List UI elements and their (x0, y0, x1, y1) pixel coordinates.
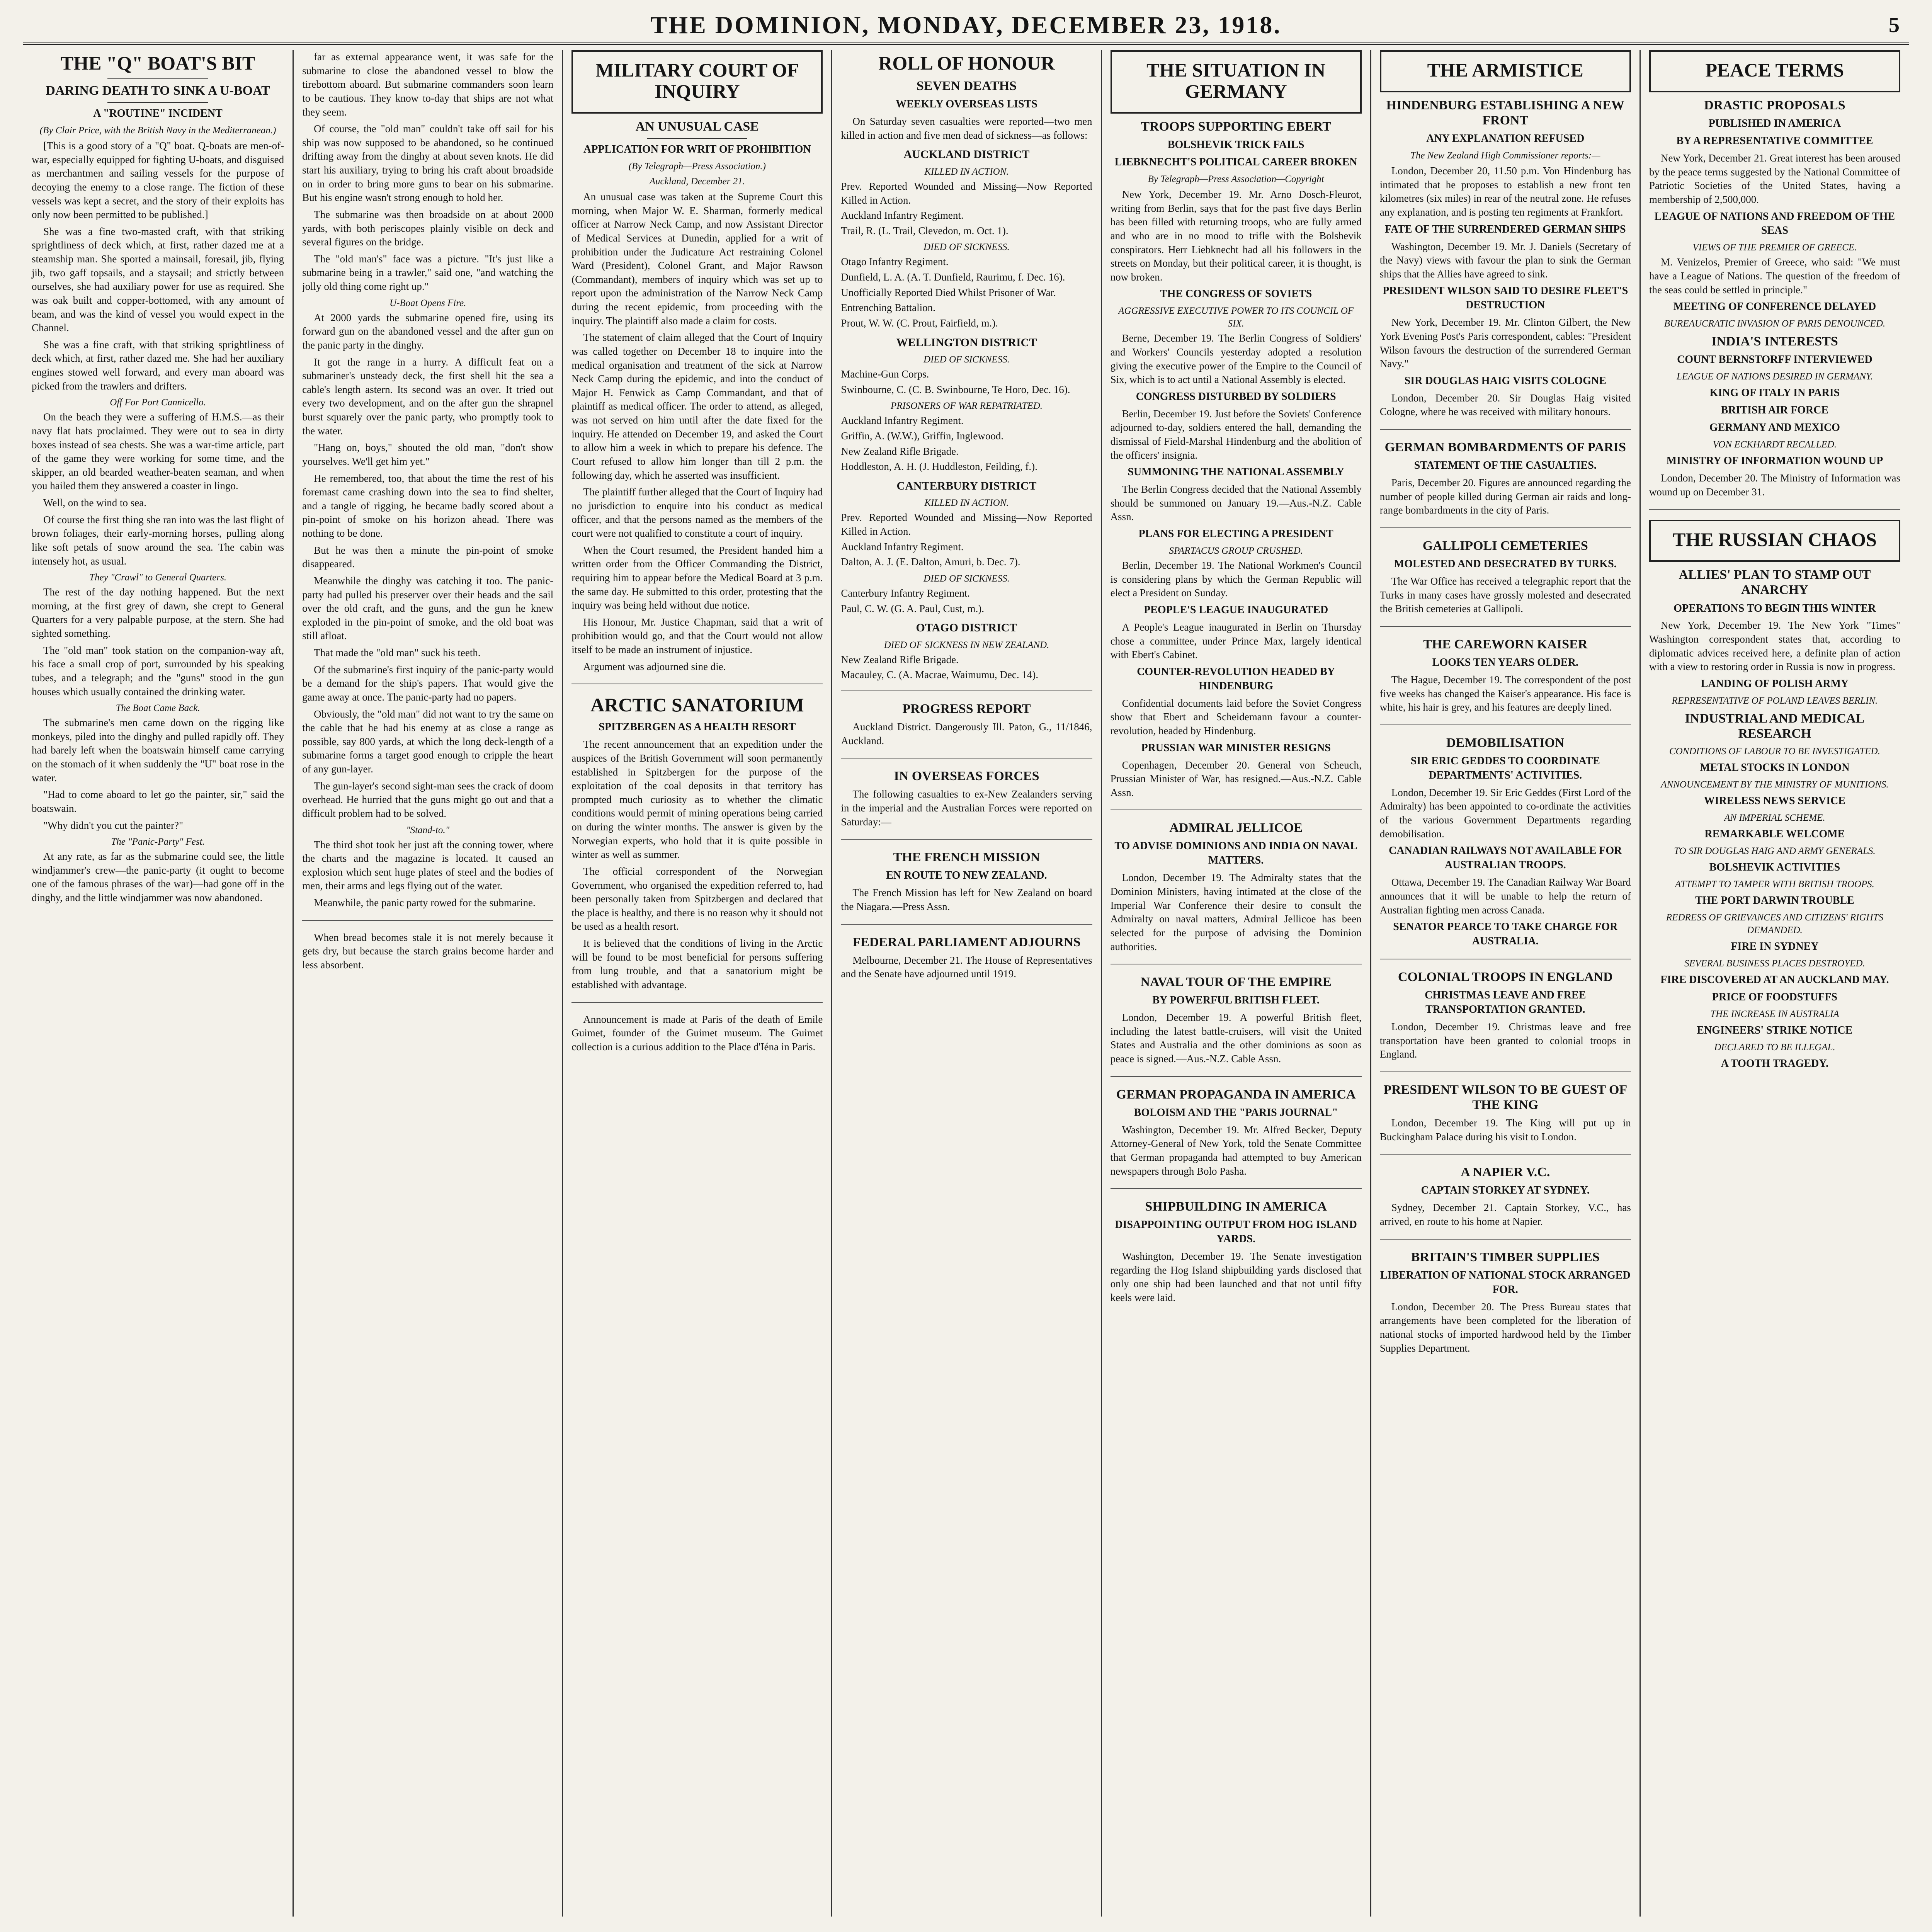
paragraph: His Honour, Mr. Justice Chapman, said that a writ of prohibition would go, and that the Court would not allow itself to be made an instrument of injustice. (571, 616, 823, 656)
headline: THE RUSSIAN CHAOS (1672, 529, 1877, 551)
casualty-entry: Griffin, A. (W.W.), Griffin, Inglewood. (841, 430, 1004, 442)
paragraph: The plaintiff further alleged that the Court of Inquiry had no jurisdiction to enquire into his conduct as medical officer, and that the persons named as the members of the court were not qualified to constitute a court of inquiry. (571, 486, 823, 539)
section-heading: THE PORT DARWIN TROUBLE (1695, 894, 1854, 906)
subheadline: BOLSHEVIK TRICK FAILS (1167, 139, 1304, 151)
section-subheading: CONDITIONS OF LABOUR TO BE INVESTIGATED. (1669, 746, 1880, 757)
paragraph: The Berlin Congress decided that the National Assembly should be summoned on January 19.—Aus.-N.Z. Cable Assn. (1110, 483, 1362, 523)
casualty-entry: Prout, W. W. (C. Prout, Fairfield, m.). (841, 317, 998, 329)
district-heading: WELLINGTON DISTRICT (896, 336, 1037, 349)
section-subheading: ATTEMPT TO TAMPER WITH BRITISH TROOPS. (1675, 879, 1874, 889)
casualty-entry: Prev. Reported Wounded and Missing—Now Reported Killed in Action. (841, 512, 1092, 537)
paragraph: "Hang on, boys," shouted the old man, "don't show yourselves. We'll get him yet." (302, 442, 554, 467)
casualty-heading: KILLED IN ACTION. (924, 498, 1009, 509)
casualty-entry: Entrenching Battalion. (841, 302, 935, 314)
headline: FEDERAL PARLIAMENT ADJOURNS (852, 935, 1081, 949)
paragraph: London, December 19. A powerful British fleet, including the latest battle-cruisers, will visit the United States and Australia and the other dominions as soon as peace is signed.—Aus.-N.Z. Cable Assn. (1110, 1012, 1362, 1065)
casualty-entry: Machine-Gun Corps. (841, 368, 929, 380)
section-heading: PRICE OF FOODSTUFFS (1712, 991, 1837, 1003)
district-heading: AUCKLAND DISTRICT (903, 148, 1030, 161)
paragraph: The recent announcement that an expedition under the auspices of the British Government will soon permanently established in Spitzbergen for the purpose of the exploitation of the coal deposits in that territory has prompted much curiosity as to whether the climatic conditions would permit of mining operations being carried on during the winter months. The answer is given by the Norwegian experts, who hold that it is quite possible in winter as well as summer. (571, 738, 823, 861)
story-president-wilson (1380, 1082, 1631, 1155)
section-subheading: THE INCREASE IN AUSTRALIA (1710, 1009, 1839, 1019)
casualty-heading: DIED OF SICKNESS. (923, 573, 1010, 584)
casualty-entry: Macauley, C. (A. Macrae, Waimumu, Dec. 14). (841, 669, 1039, 681)
section-heading: MINISTRY OF INFORMATION WOUND UP (1666, 455, 1883, 467)
headline: DEMOBILISATION (1446, 735, 1565, 750)
section-heading: FATE OF THE SURRENDERED GERMAN SHIPS (1384, 223, 1626, 235)
casualty-entry: Paul, C. W. (G. A. Paul, Cust, m.). (841, 602, 984, 614)
story-colonial-troops (1380, 969, 1631, 1072)
subheadline: BY POWERFUL BRITISH FLEET. (1152, 994, 1320, 1007)
paragraph: Obviously, the "old man" did not want to try the same on the cable that he had his enemy at as close a range as possible, say 800 yards, at which the long deck-length of a submarine forms a target good enough to cripple the heart of any gun-layer. (302, 708, 554, 775)
headline: ADMIRAL JELLICOE (1169, 821, 1303, 835)
subheadline: ANY EXPLANATION REFUSED (1426, 133, 1585, 145)
section-subheading: REDRESS OF GRIEVANCES AND CITIZENS' RIGHTS DEMANDED. (1666, 912, 1883, 935)
paragraph: London, December 20. Sir Douglas Haig visited Cologne, where he was received with military honours. (1379, 392, 1631, 418)
paragraph: On Saturday seven casualties were reported—two men killed in action and five men dead of sickness—as follows: (841, 116, 1092, 141)
casualty-entry: Auckland Infantry Regiment. (841, 415, 964, 427)
paragraph: "Why didn't you cut the painter?" (43, 819, 184, 831)
subheadline: DRASTIC PROPOSALS (1704, 98, 1845, 112)
casualty-entry: Auckland Infantry Regiment. (841, 209, 964, 221)
paragraph: Confidential documents laid before the Soviet Congress show that Ebert and Scheidemann favour a counter-revolution, headed by Hindenburg. (1110, 697, 1362, 736)
casualty-heading: PRISONERS OF WAR REPATRIATED. (890, 401, 1043, 412)
casualty-entry: New Zealand Rifle Brigade. (841, 653, 959, 665)
casualty-entry: Swinbourne, C. (C. B. Swinbourne, Te Horo, Dec. 16). (841, 383, 1070, 395)
subheadline: STATEMENT OF THE CASUALTIES. (1414, 459, 1597, 472)
district-heading: CANTERBURY DISTRICT (896, 479, 1037, 492)
paragraph: London, December 19. Sir Eric Geddes (First Lord of the Admiralty) has been appointed to co-ordinate the activities of the various Government Departments regarding demobilisation. (1379, 786, 1631, 840)
subheadline: SEVEN DEATHS (916, 79, 1017, 93)
story-arctic-sanatorium (571, 694, 823, 1002)
headline: PEACE TERMS (1705, 59, 1844, 81)
section-heading: CONGRESS DISTURBED BY SOLDIERS (1136, 390, 1336, 403)
casualty-entry: New Zealand Rifle Brigade. (841, 445, 959, 457)
paragraph: An unusual case was taken at the Supreme Court this morning, when Major W. E. Sharman, formerly medical officer at Narrow Neck Camp, and now Assistant Director of Medical Services at Dunedin, applied for a writ of prohibition under the Judicature Act restraining Colonel Ward (President), Colonel Grant, and Major Rawson (Commandant), members of inquiry which was set up to report upon the administration of the Narrow Neck Camp during the recent epidemic, from proceeding with the inquiry. The plaintiff also made a claim for costs. (571, 191, 823, 327)
page-number: 5 (1889, 13, 1901, 37)
headline: A NAPIER V.C. (1461, 1165, 1550, 1180)
section-heading: REMARKABLE WELCOME (1704, 828, 1845, 840)
headline-box (1649, 50, 1900, 92)
divider (107, 78, 208, 79)
headline: SHIPBUILDING IN AMERICA (1145, 1199, 1327, 1214)
story-timber-supplies (1380, 1250, 1631, 1366)
paragraph: The following casualties to ex-New Zealanders serving in the imperial and the Australian Forces were reported on Saturday:— (841, 788, 1092, 828)
headline-box (1380, 50, 1631, 92)
section-heading: SUMMONING THE NATIONAL ASSEMBLY (1128, 466, 1344, 478)
casualty-entry: Otago Infantry Regiment. (841, 256, 949, 268)
paragraph: New York, December 21. Great interest has been aroused by the peace terms suggested by the National Committee of Patriotic Societies of the United States, having a membership of 2,500,000. (1649, 152, 1900, 205)
story-progress-report (841, 701, 1092, 759)
headline: GERMAN PROPAGANDA IN AMERICA (1116, 1087, 1356, 1102)
section-subheading: VON ECKHARDT RECALLED. (1713, 439, 1837, 450)
paragraph: Announcement is made at Paris of the death of Emile Guimet, founder of the Guimet museum. The Guimet collection is a curious addition to the Place d'Iéna in Paris. (571, 1013, 823, 1053)
paragraph: Berne, December 19. The Berlin Congress of Soldiers' and Workers' Councils yesterday adopted a resolution giving the executive power of the Empire to the Council of Six, which is to act until a National Assembly is elected. (1110, 332, 1362, 386)
newspaper-columns (23, 50, 1909, 1917)
subheadline: BY A REPRESENTATIVE COMMITTEE (1676, 135, 1873, 147)
paragraph: That made the "old man" suck his teeth. (314, 647, 481, 658)
subheadline: BOLOISM AND THE "PARIS JOURNAL" (1134, 1106, 1338, 1119)
headline: NAVAL TOUR OF THE EMPIRE (1140, 975, 1332, 990)
casualty-entry: Unofficially Reported Died Whilst Prisoner of War. (841, 286, 1056, 298)
byline: By Telegraph—Press Association—Copyright (1148, 174, 1324, 184)
paragraph: Berlin, December 19. The National Workmen's Council is considering plans by which the German Republic will elect a President on Sunday. (1110, 560, 1362, 599)
headline: MILITARY COURT OF INQUIRY (595, 59, 799, 102)
casualty-entry: Dunfield, L. A. (A. T. Dunfield, Raurimu, f. Dec. 16). (841, 271, 1065, 283)
section-heading: Off For Port Cannicello. (110, 397, 206, 408)
story-demobilisation (1380, 735, 1631, 959)
section-subheading: AN IMPERIAL SCHEME. (1724, 813, 1825, 823)
headline-box (571, 50, 823, 114)
paragraph: But he was then a minute the pin-point of smoke disappeared. (302, 544, 554, 570)
section-heading: MEETING OF CONFERENCE DELAYED (1673, 301, 1876, 313)
byline: (By Telegraph—Press Association.) (628, 161, 766, 172)
subheadline: MOLESTED AND DESECRATED BY TURKS. (1394, 558, 1617, 570)
paragraph: Ottawa, December 19. The Canadian Railway War Board announces that it will be unable to help the return of Australian fighting men across Canada. (1379, 876, 1631, 916)
byline: The New Zealand High Commissioner reports:— (1410, 150, 1600, 161)
subheadline: HINDENBURG ESTABLISHING A NEW FRONT (1386, 98, 1624, 128)
story-peace-terms (1649, 50, 1900, 510)
subheadline: OPERATIONS TO BEGIN THIS WINTER (1673, 602, 1876, 614)
subheadline: APPLICATION FOR WRIT OF PROHIBITION (583, 143, 811, 156)
subheadline: AN UNUSUAL CASE (635, 119, 759, 134)
paragraph: Meanwhile, the panic party rowed for the submarine. (314, 897, 536, 908)
district-heading: OTAGO DISTRICT (916, 621, 1017, 634)
story-kaiser (1380, 637, 1631, 725)
filler-item (302, 931, 553, 982)
section-subheading: DECLARED TO BE ILLEGAL. (1714, 1042, 1835, 1053)
paragraph: Of course the first thing she ran into was the last flight of brown foliages, their early-morning horses, pulling along like soft petals of snow around the sea. The cabin was intensely hot, as usual. (32, 514, 284, 567)
headline: THE CAREWORN KAISER (1423, 637, 1588, 651)
section-heading: KING OF ITALY IN PARIS (1709, 387, 1840, 399)
section-heading: PRESIDENT WILSON SAID TO DESIRE FLEET'S DESTRUCTION (1383, 285, 1628, 311)
paragraph: The official correspondent of the Norwegian Government, who organised the expedition referred to, had been personally taken from Spitzbergen and declared that the place is healthy, and there is no reason why it should not be used as a health resort. (571, 865, 823, 932)
story-overseas-forces (841, 769, 1092, 840)
paragraph: At 2000 yards the submarine opened fire, using its forward gun on the abandoned vessel and the after gun on the panic party in the dinghy. (302, 311, 554, 351)
section-subheading: SPARTACUS GROUP CRUSHED. (1169, 546, 1303, 556)
story-roll-of-honour (841, 53, 1092, 691)
paragraph: Washington, December 19. Mr. J. Daniels (Secretary of the Navy) views with favour the plan to sink the German ships that the Allies have agreed to sink. (1379, 240, 1631, 280)
casualty-entry: Dalton, A. J. (E. Dalton, Amuri, b. Dec. 7). (841, 556, 1020, 568)
story-armistice (1380, 50, 1631, 430)
column-2 (293, 50, 562, 1917)
paragraph: The submarine was then broadside on at about 2000 yards, with both periscopes plainly visible on deck and several figures on the bridge. (302, 208, 554, 248)
headline: THE "Q" BOAT'S BIT (60, 52, 255, 74)
headline: GERMAN BOMBARDMENTS OF PARIS (1384, 440, 1626, 455)
subheadline: TO ADVISE DOMINIONS AND INDIA ON NAVAL MATTERS. (1114, 840, 1357, 867)
paragraph: The "old man's" face was a picture. "It's just like a submarine being in a trawler," said one, "and watching the jolly old thing come right up." (302, 253, 554, 292)
paragraph: Well, on the wind to sea. (43, 497, 147, 509)
paragraph: The rest of the day nothing happened. But the next morning, at the first grey of dawn, she crept to General Quarters for a very palpable purpose, at the stern. She had sighted something. (32, 586, 284, 639)
paragraph: "Had to come aboard to let go the painter, sir," said the boatswain. (32, 789, 284, 814)
paragraph: New York, December 19. Mr. Arno Dosch-Fleurot, writing from Berlin, says that for the past five days Berlin has been filled with returning troops, who are fully armed and who are in no mood to trifle with the Bolshevik conspirators. Herr Liebknecht had all his followers in the streets on Monday, but their political career, it is thought, is now broken. (1110, 189, 1362, 283)
paragraph: London, December 19. The Admiralty states that the Dominion Ministers, having intimated at the close of the Imperial War Conference their desire to consult the Admiralty on naval matters, Admiral Jellicoe has been selected for the purpose of advising the Dominion authorities. (1110, 872, 1362, 952)
headline-box (1649, 520, 1900, 562)
section-heading: METAL STOCKS IN LONDON (1700, 762, 1850, 774)
section-heading: FIRE IN SYDNEY (1731, 940, 1819, 952)
paragraph: London, December 19. The King will put up in Buckingham Palace during his visit to London. (1379, 1117, 1631, 1143)
casualty-entry: Canterbury Infantry Regiment. (841, 587, 970, 599)
section-heading: "Stand-to." (406, 825, 450, 835)
section-subheading: LEAGUE OF NATIONS DESIRED IN GERMANY. (1676, 371, 1873, 382)
paragraph: Of course, the "old man" couldn't take off sail for his ship was now supposed to be abandoned, so he continued drifting away from the dinghy at about seven knots. He did start his auxiliary, trying to bring his craft about broadside on in order to bring more guns to bear on his submarine. But his engine wasn't strong enough to hold her. (302, 123, 554, 204)
paragraph: On the beach they were a suffering of H.M.S.—as their navy flat hats proclaimed. They were out to sea in dirty boxes instead of sea chests. She was a war-time article, part of the game they were working for some time, and the skipper, an old bearded weather-beaten seaman, and when you hailed them they answered a coaster in lingo. (32, 411, 284, 492)
divider (107, 102, 208, 103)
headline: PROGRESS REPORT (902, 702, 1031, 716)
story-german-propaganda (1111, 1087, 1362, 1189)
headline: ROLL OF HONOUR (878, 52, 1055, 74)
column-5 (1101, 50, 1370, 1917)
headline: THE SITUATION IN GERMANY (1146, 59, 1326, 102)
story-gallipoli (1380, 538, 1631, 627)
casualty-heading: DIED OF SICKNESS. (923, 354, 1010, 365)
subheadline: PUBLISHED IN AMERICA (1708, 117, 1841, 130)
headline: COLONIAL TROOPS IN ENGLAND (1398, 970, 1613, 985)
subheadline: LIEBKNECHT'S POLITICAL CAREER BROKEN (1114, 156, 1357, 168)
section-heading: THE CONGRESS OF SOVIETS (1160, 288, 1312, 300)
paragraph: London, December 20. The Ministry of Information was wound up on December 31. (1649, 472, 1900, 498)
paragraph: Melbourne, December 21. The House of Representatives and the Senate have adjourned until 1919. (841, 954, 1092, 980)
masthead (23, 8, 1909, 45)
casualty-entry: Prev. Reported Wounded and Missing—Now Reported Killed in Action. (841, 180, 1092, 206)
column-6 (1370, 50, 1639, 1917)
section-subheading: TO SIR DOUGLAS HAIG AND ARMY GENERALS. (1674, 845, 1876, 856)
divider (647, 138, 747, 139)
subheadline: LIBERATION OF NATIONAL STOCK ARRANGED FOR. (1380, 1269, 1631, 1296)
paragraph: The gun-layer's second sight-man sees the crack of doom overhead. He hurried that the guns might go out and that a difficult problem had to be solved. (302, 780, 554, 819)
column-7 (1639, 50, 1909, 1917)
column-4 (831, 50, 1100, 1917)
casualty-entry: Auckland Infantry Regiment. (841, 541, 964, 553)
paragraph: Auckland District. Dangerously Ill. Paton, G., 11/1846, Auckland. (841, 721, 1092, 747)
subheadline: TROOPS SUPPORTING EBERT (1141, 119, 1331, 134)
byline: (By Clair Price, with the British Navy in the Mediterranean.) (39, 125, 276, 136)
section-heading: The "Panic-Party" Fest. (111, 837, 205, 847)
section-heading: INDIA'S INTERESTS (1711, 334, 1838, 349)
section-subheading: AGGRESSIVE EXECUTIVE POWER TO ITS COUNCIL OF SIX. (1118, 306, 1354, 329)
paragraph: Washington, December 19. Mr. Alfred Becker, Deputy Attorney-General of New York, told the Senate Committee that German propaganda had attempted to buy American newspapers through Bolo Pasha. (1110, 1124, 1362, 1177)
section-heading: SENATOR PEARCE TO TAKE CHARGE FOR AUSTRALIA. (1393, 921, 1618, 947)
paragraph: She was a fine two-masted craft, with that striking sprightliness of deck which, at first, rather dazed me at a steamship man. She sported a mainsail, foresail, jib, flying jib, two gaff topsails, and a staysail; and strictly between ourselves, she had auxiliary power for use as required. She was oak built and copper-bottomed, with any amount of beam, and was the kind of vessel you would expect in the Channel. (32, 225, 284, 334)
paragraph: The Hague, December 19. The correspondent of the post five weeks has changed the Kaiser's appearance. His face is white, his hair is grey, and his features are deeply lined. (1379, 673, 1631, 713)
section-heading: They "Crawl" to General Quarters. (89, 572, 227, 583)
paragraph: Meanwhile the dinghy was catching it too. The panic-party had pulled his preserver over their heads and the sail over the old craft, and the guns, and the gun he knew exploded in the pin-point of smoke, and the old boat was still afloat. (302, 575, 554, 642)
subheadline: ALLIES' PLAN TO STAMP OUT ANARCHY (1679, 568, 1871, 597)
paragraph: The French Mission has left for New Zealand on board the Niagara.—Press Assn. (841, 887, 1092, 913)
casualty-heading: DIED OF SICKNESS. (923, 242, 1010, 253)
paragraph: The third shot took her just aft the conning tower, where the charts and the magazine is located. It caused an explosion which sent huge plates of steel and the bodies of men, their arms and legs flying out of the water. (302, 838, 554, 892)
headline: THE FRENCH MISSION (893, 850, 1040, 865)
subheadline: A "ROUTINE" INCIDENT (93, 107, 223, 120)
section-heading: ENGINEERS' STRIKE NOTICE (1697, 1024, 1853, 1036)
paragraph: The "old man" took station on the companion-way aft, his face a small crop of port, surrounded by his speaking tubes, and a telegraph; and the "guns" stood in the gun houses which usually contained the drinking water. (32, 644, 284, 697)
story-napier-vc (1380, 1165, 1631, 1239)
paragraph: London, December 19. Christmas leave and free transportation have been granted to colonial troops in England. (1379, 1021, 1631, 1060)
paragraph: Washington, December 19. The Senate investigation regarding the Hog Island shipbuilding yards disclosed that only one ship had been launched and that not until fifty keels were laid. (1110, 1250, 1362, 1304)
paragraph: far as external appearance went, it was safe for the submarine to close the abandoned vessel to blow the tirebottom aboard. But submarine commanders soon learn to be cautious. They know to-day that ships are not what they seem. (302, 51, 554, 118)
paragraph: At any rate, as far as the submarine could see, the little windjammer's crew—the panic-party (it ought to become one of the famous phrases of the war)—had gone off in the dinghy, and the little windjammer was now abandoned. (32, 850, 284, 904)
story-german-bombardments (1380, 440, 1631, 528)
story-russian-chaos (1649, 520, 1900, 1081)
story-french-mission (841, 850, 1092, 924)
paragraph: He remembered, too, that about the time the rest of his foremast came crashing down into the sea to find shelter, and a tangle of rigging, he became badly scored about a pin-point of smoke on his horizon ahead. There was nothing to be done. (302, 472, 554, 539)
subheadline: WEEKLY OVERSEAS LISTS (896, 98, 1037, 111)
story-situation-germany (1111, 50, 1362, 810)
casualty-entry: Trail, R. (L. Trail, Clevedon, m. Oct. 1). (841, 224, 1009, 236)
section-heading: INDUSTRIAL AND MEDICAL RESEARCH (1685, 711, 1865, 741)
paragraph: M. Venizelos, Premier of Greece, who said: "We must have a League of Nations. The question of the freedom of the seas could be settled in principle." (1649, 256, 1900, 296)
paragraph: Of the submarine's first inquiry of the panic-party would be a demand for the ship's papers. That would give the game away at once. The panic-party had no papers. (302, 663, 554, 703)
subheadline: DARING DEATH TO SINK A U-BOAT (46, 83, 270, 98)
headline: THE ARMISTICE (1427, 59, 1583, 81)
paragraph: The statement of claim alleged that the Court of Inquiry was called together on December 18 to inquire into the medical organisation and treatment of the sick at Narrow Neck Camp during the epidemic, and into the conduct of Major H. Fenwick as Camp Commandant, and that of plaintiff as medical officer. The order to attend, as alleged, was not served on him until after the date fixed for the inquiry. He attended on December 19, and asked the Court to allow him a week in which to prepare his defence. The Court refused to allow him longer than till 2 p.m. the following day, which he asserted was insufficient. (571, 332, 823, 481)
casualty-heading: KILLED IN ACTION. (924, 166, 1009, 177)
subheadline: LOOKS TEN YEARS OLDER. (1432, 656, 1578, 669)
subheadline: EN ROUTE TO NEW ZEALAND. (886, 869, 1047, 882)
paragraph: When bread becomes stale it is not merely because it gets dry, but because the starch grains become harder and less absorbent. (302, 931, 554, 971)
subheadline: SPITZBERGEN AS A HEALTH RESORT (599, 721, 796, 733)
headline: GALLIPOLI CEMETERIES (1422, 539, 1588, 553)
section-heading: FIRE DISCOVERED AT AN AUCKLAND MAY. (1660, 973, 1889, 986)
paragraph: Argument was adjourned sine die. (583, 660, 726, 672)
paragraph: London, December 20, 11.50 p.m. Von Hindenburg has intimated that he proposes to establish a new front ten kilometres (six miles) in rear of the neutral zone. He refuses any explanation, and is posting ten regiments at Frankfort. (1379, 165, 1631, 218)
section-heading: CANADIAN RAILWAYS NOT AVAILABLE FOR AUSTRALIAN TROOPS. (1389, 845, 1622, 871)
headline: IN OVERSEAS FORCES (894, 769, 1039, 784)
story-shipbuilding (1111, 1199, 1362, 1315)
section-heading: LANDING OF POLISH ARMY (1701, 677, 1849, 690)
paragraph: The submarine's men came down on the rigging like monkeys, piled into the dinghy and pulled rapidly off. They had barely left when the boatswain himself came carrying on the stomach of it when suddenly the "U" boat rose in the water. (32, 717, 284, 784)
paragraph: New York, December 19. The New York "Times" Washington correspondent states that, according to diplomatic advices received here, a definite plan of action with a view to restoring order in Russia is now in progress. (1649, 619, 1900, 673)
section-heading: COUNT BERNSTORFF INTERVIEWED (1677, 354, 1872, 366)
headline: BRITAIN'S TIMBER SUPPLIES (1411, 1250, 1600, 1264)
story-federal-parliament (841, 935, 1092, 991)
paragraph: It got the range in a hurry. A difficult feat on a submariner's unsteady deck, the first shell hit the sea a cable's length astern. Its second was an over. It tried out every two development, and on the after gun the shrapnel burst squarely over the panic party, who promptly took to the water. (302, 356, 554, 437)
paragraph: When the Court resumed, the President handed him a written order from the Officer Commanding the District, requiring him to appear before the Medical Board at 3 p.m. the same day. He submitted to this order, protesting that the inquiry was being held without due notice. (571, 544, 823, 611)
filler-item (571, 1013, 823, 1064)
column-3 (562, 50, 831, 1917)
story-q-boat-continued (302, 50, 553, 921)
section-heading: PRUSSIAN WAR MINISTER RESIGNS (1141, 742, 1331, 754)
paragraph: New York, December 19. Mr. Clinton Gilbert, the New York Evening Post's Paris correspondent, cables: "President Wilson favours the destruction of the surrendered German Navy." (1379, 316, 1631, 370)
casualty-heading: DIED OF SICKNESS IN NEW ZEALAND. (884, 639, 1049, 650)
story-admiral-jellicoe (1111, 820, 1362, 964)
story-court-of-inquiry (571, 50, 823, 684)
headline-box (1111, 50, 1362, 114)
section-heading: SIR DOUGLAS HAIG VISITS COLOGNE (1404, 374, 1606, 387)
section-subheading: ANNOUNCEMENT BY THE MINISTRY OF MUNITIONS. (1661, 779, 1889, 790)
subheadline: CAPTAIN STORKEY AT SYDNEY. (1421, 1184, 1590, 1197)
section-heading: GERMANY AND MEXICO (1709, 422, 1840, 434)
masthead-title: THE DOMINION, MONDAY, DECEMBER 23, 1918. (650, 11, 1282, 39)
paragraph: [This is a good story of a "Q" boat. Q-boats are men-of-war, especially equipped for fighting U-boats, and disguised as merchantmen and sailing vessels for the purpose of decoying the enemy to a close range. The fiction of these vessels was kept a secret, and the story of their exploits has only now been permitted to be published.] (32, 140, 284, 221)
section-heading: PEOPLE'S LEAGUE INAUGURATED (1144, 604, 1328, 616)
dateline: Auckland, December 21. (649, 176, 745, 187)
section-subheading: BUREAUCRATIC INVASION OF PARIS DENOUNCED. (1664, 318, 1886, 329)
section-heading: WIRELESS NEWS SERVICE (1704, 795, 1846, 807)
paragraph: It is believed that the conditions of living in the Arctic will be found to be most beneficial for persons suffering from lung trouble, and that a sanatorium might be established with advantage. (571, 937, 823, 990)
section-heading: BRITISH AIR FORCE (1721, 404, 1829, 417)
section-subheading: SEVERAL BUSINESS PLACES DESTROYED. (1684, 958, 1865, 969)
paragraph: London, December 20. The Press Bureau states that arrangements have been completed for the liberation of national stocks of imported hardwood held by the Timber Supplies Department. (1379, 1301, 1631, 1354)
story-naval-tour (1111, 975, 1362, 1077)
section-heading: PLANS FOR ELECTING A PRESIDENT (1138, 528, 1333, 540)
section-heading: COUNTER-REVOLUTION HEADED BY HINDENBURG (1137, 665, 1335, 692)
subheadline: DISAPPOINTING OUTPUT FROM HOG ISLAND YARDS. (1115, 1219, 1357, 1245)
section-subheading: REPRESENTATIVE OF POLAND LEAVES BERLIN. (1672, 695, 1878, 706)
paragraph: A People's League inaugurated in Berlin on Thursday chose a committee, under Prince Max, largely identical with Ebert's Cabinet. (1110, 621, 1362, 661)
section-heading: A TOOTH TRAGEDY. (1721, 1057, 1829, 1070)
paragraph: Berlin, December 19. Just before the Soviets' Conference adjourned to-day, soldiers entered the hall, demanding the dismissal of Field-Marshal Hindenburg and the abolition of the officers' insignia. (1110, 408, 1362, 461)
casualty-entry: Hoddleston, A. H. (J. Huddleston, Feilding, f.). (841, 461, 1037, 473)
subheadline: SIR ERIC GEDDES TO COORDINATE DEPARTMENTS' ACTIVITIES. (1410, 755, 1600, 781)
paragraph: She was a fine craft, with that striking sprightliness of deck which, at first, rather dazed me. She had her auxiliary engines stowed well forward, and every man aboard was picked from the trawlers and drifters. (32, 338, 284, 392)
section-heading: BOLSHEVIK ACTIVITIES (1709, 861, 1840, 873)
column-1 (23, 50, 293, 1917)
paragraph: The War Office has received a telegraphic report that the Turks in many cases have grossly molested and desecrated the British cemeteries at Gallipoli. (1379, 575, 1631, 615)
headline: ARCTIC SANATORIUM (590, 694, 804, 716)
section-heading: U-Boat Opens Fire. (389, 298, 466, 308)
headline: PRESIDENT WILSON TO BE GUEST OF THE KING (1383, 1082, 1628, 1112)
story-q-boat (32, 53, 284, 915)
section-subheading: VIEWS OF THE PREMIER OF GREECE. (1692, 242, 1857, 253)
paragraph: Sydney, December 21. Captain Storkey, V.C., has arrived, en route to his home at Napier. (1379, 1202, 1631, 1228)
section-heading: The Boat Came Back. (116, 703, 200, 714)
subheadline: CHRISTMAS LEAVE AND FREE TRANSPORTATION GRANTED. (1425, 989, 1586, 1016)
paragraph: Paris, December 20. Figures are announced regarding the number of people killed during German air raids and long-range bombardments in the city of Paris. (1379, 477, 1631, 516)
section-heading: LEAGUE OF NATIONS AND FREEDOM OF THE SEAS (1654, 210, 1895, 237)
paragraph: Copenhagen, December 20. General von Scheuch, Prussian Minister of War, has resigned.—Aus.-N.Z. Cable Assn. (1110, 759, 1362, 798)
